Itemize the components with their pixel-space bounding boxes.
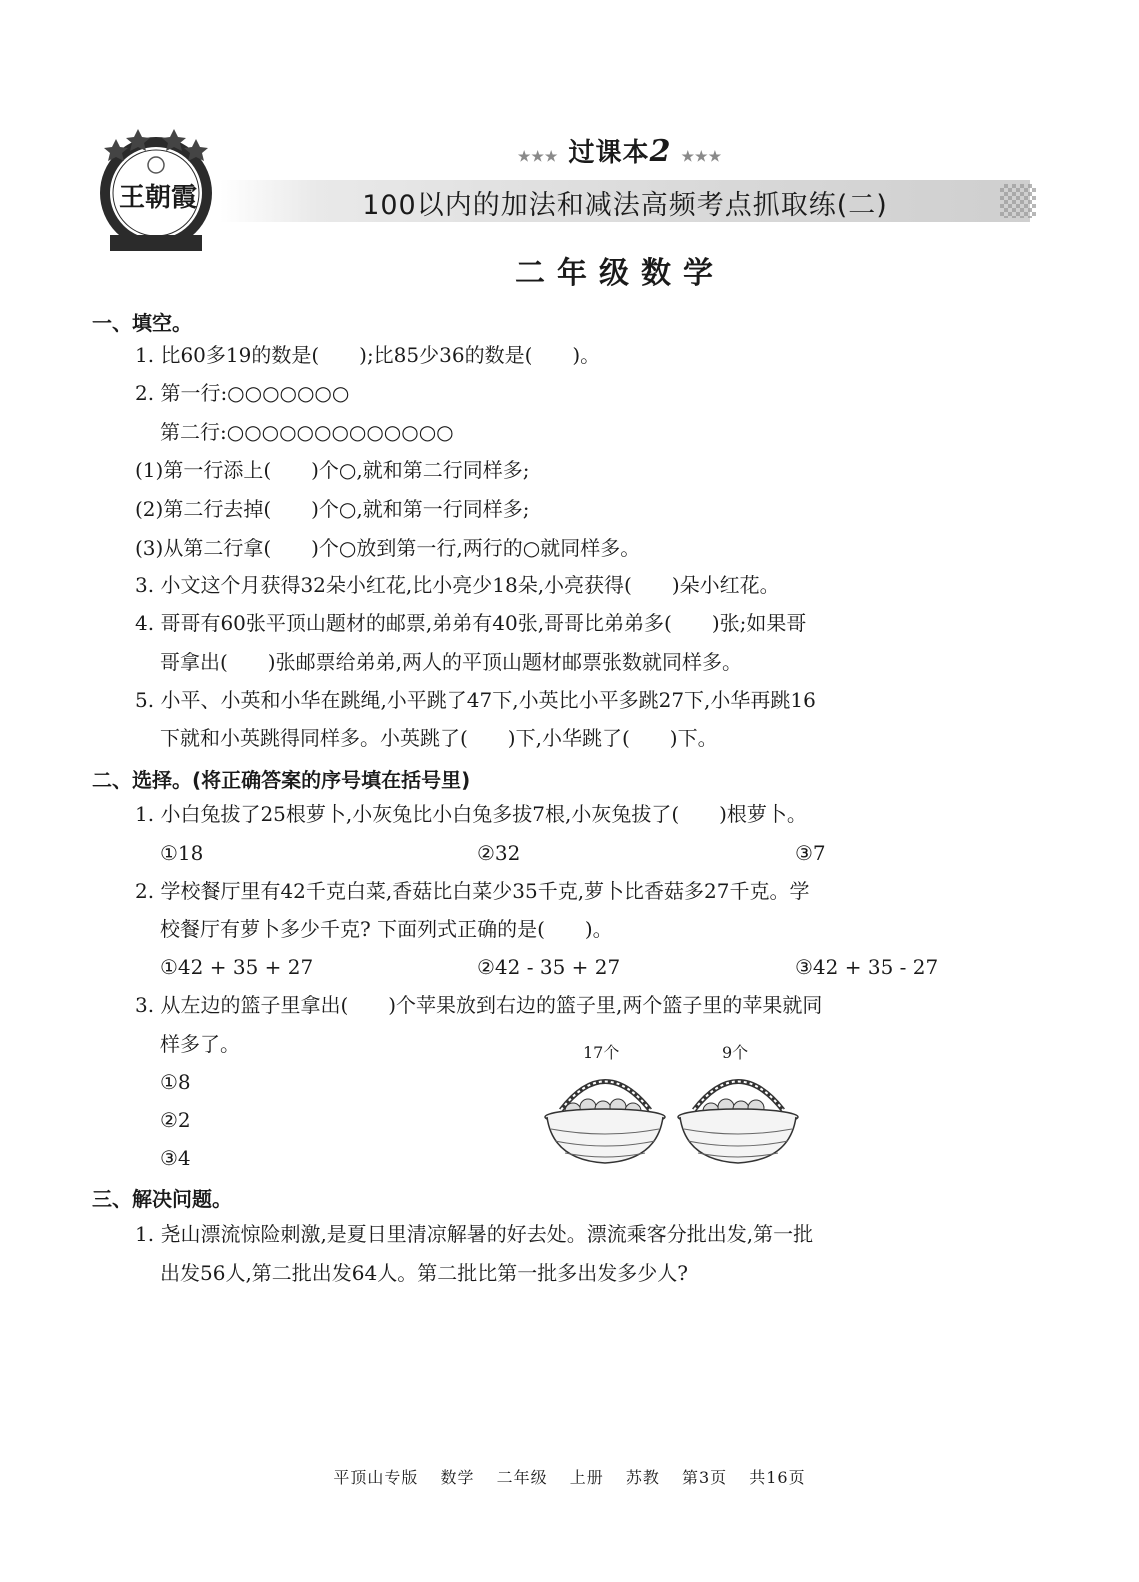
series-number: 2 — [649, 134, 672, 169]
basket-right-label: 9个 — [722, 1043, 749, 1062]
s2-q2-option-b: ②42 - 35 + 27 — [477, 955, 621, 979]
subject-title: 二年级数学 — [515, 256, 725, 291]
s2-question-2-line1: 2. 学校餐厅里有42千克白菜,香菇比白菜少35千克,萝卜比香菇多27千克。学 — [135, 879, 810, 903]
s3-question-1-line1: 1. 尧山漂流惊险刺激,是夏日里清凉解暑的好去处。漂流乘客分批出发,第一批 — [135, 1222, 814, 1246]
s1-question-2c: (3)从第二行拿( )个○放到第一行,两行的○就同样多。 — [135, 536, 641, 560]
s2-q3-option-b: ②2 — [160, 1108, 191, 1132]
s1-question-2-row2: 第二行:○○○○○○○○○○○○○ — [160, 420, 454, 444]
footer-grade: 二年级 — [496, 1468, 548, 1487]
brand-logo — [96, 125, 221, 260]
s1-question-2a: (1)第一行添上( )个○,就和第二行同样多; — [135, 458, 530, 482]
basket-right — [676, 1065, 801, 1170]
s1-question-4-line1: 4. 哥哥有60张平顶山题材的邮票,弟弟有40张,哥哥比弟弟多( )张;如果哥 — [135, 611, 807, 635]
s1-question-2-row1: 2. 第一行:○○○○○○○ — [135, 381, 350, 405]
s1-question-3: 3. 小文这个月获得32朵小红花,比小亮少18朵,小亮获得( )朵小红花。 — [135, 573, 780, 597]
brand-name: 王朝霞 — [118, 183, 197, 213]
page-footer — [0, 1465, 1139, 1488]
series-stars-right: ★★★ — [681, 149, 723, 165]
s2-question-3-line1: 3. 从左边的篮子里拿出( )个苹果放到右边的篮子里,两个篮子里的苹果就同 — [135, 993, 823, 1017]
topic-title: 100以内的加法和减法高频考点抓取练(二) — [362, 190, 888, 221]
basket-left-label: 17个 — [583, 1043, 620, 1062]
s2-question-2-line2: 校餐厅有萝卜多少千克? 下面列式正确的是( )。 — [160, 917, 613, 941]
s2-q1-option-a: ①18 — [160, 841, 204, 865]
s1-question-1: 1. 比60多19的数是( );比85少36的数是( )。 — [135, 343, 601, 367]
s1-question-5-line2: 下就和小英跳得同样多。小英跳了( )下,小华跳了( )下。 — [160, 726, 718, 750]
s3-question-1-line2: 出发56人,第二批出发64人。第二批比第一批多出发多少人? — [160, 1261, 688, 1285]
s2-q2-option-a: ①42 + 35 + 27 — [160, 955, 314, 979]
footer-total: 共16页 — [749, 1468, 806, 1487]
s2-q3-option-c: ③4 — [160, 1146, 191, 1170]
section2-title: 二、选择。(将正确答案的序号填在括号里) — [92, 768, 471, 792]
s2-q1-option-b: ②32 — [477, 841, 521, 865]
s2-question-1: 1. 小白兔拔了25根萝卜,小灰兔比小白兔多拔7根,小灰兔拔了( )根萝卜。 — [135, 802, 807, 826]
footer-page: 第3页 — [681, 1468, 728, 1487]
s2-q1-option-c: ③7 — [795, 841, 826, 865]
basket-left — [543, 1065, 668, 1170]
series-name: 过课本 — [568, 138, 650, 168]
footer-publisher: 苏教 — [625, 1468, 660, 1487]
series-stars-left: ★★★ — [517, 149, 559, 165]
s1-question-2b: (2)第二行去掉( )个○,就和第一行同样多; — [135, 497, 530, 521]
s2-q3-option-a: ①8 — [160, 1070, 191, 1094]
footer-subject: 数学 — [440, 1468, 475, 1487]
section1-title: 一、填空。 — [92, 311, 192, 335]
s2-question-3-line2: 样多了。 — [160, 1032, 240, 1056]
checker-decoration — [1000, 184, 1036, 218]
s1-question-4-line2: 哥拿出( )张邮票给弟弟,两人的平顶山题材邮票张数就同样多。 — [160, 650, 742, 674]
footer-volume: 上册 — [569, 1468, 604, 1487]
s2-q2-option-c: ③42 + 35 - 27 — [795, 955, 939, 979]
series-label — [470, 132, 770, 169]
s1-question-5-line1: 5. 小平、小英和小华在跳绳,小平跳了47下,小英比小平多跳27下,小华再跳16 — [135, 688, 816, 712]
footer-edition: 平顶山专版 — [333, 1468, 419, 1487]
section3-title: 三、解决问题。 — [92, 1187, 232, 1211]
